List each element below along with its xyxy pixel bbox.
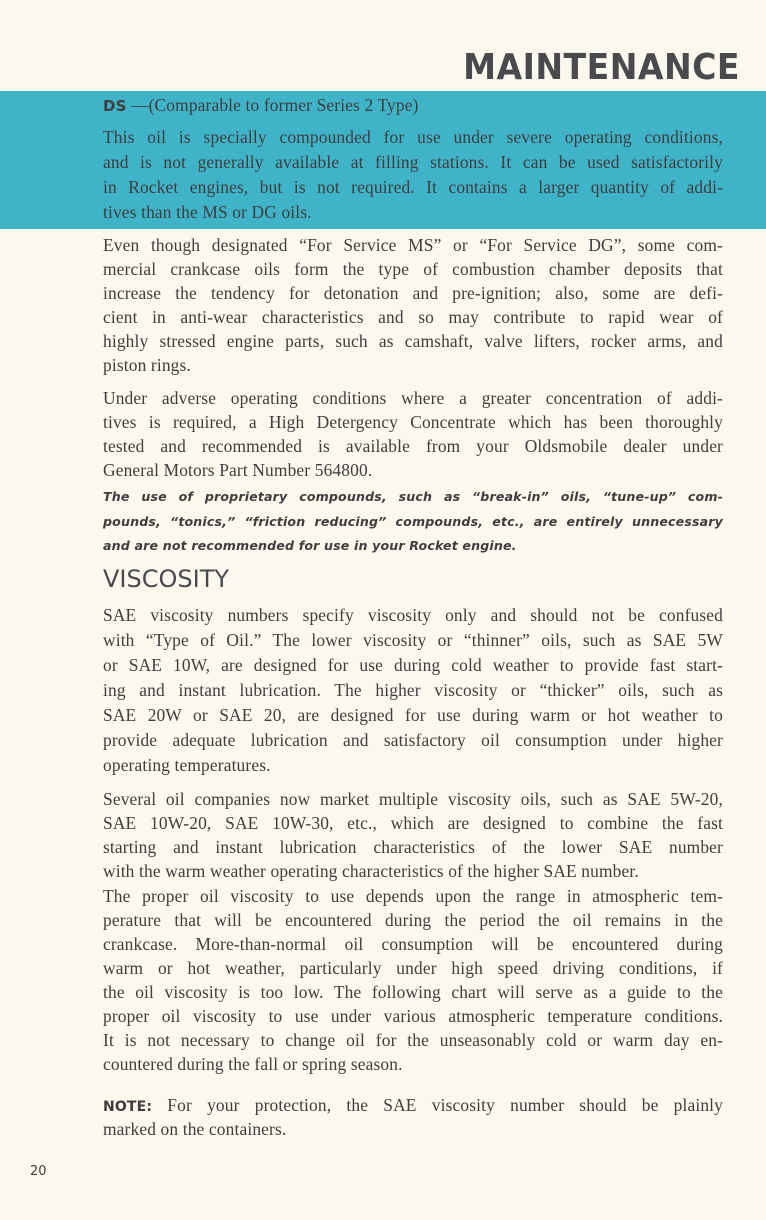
text-line: It is not necessary to change oil for the unseasonably cold or warm day en- [103, 1030, 723, 1050]
note-line-2: marked on the containers. [103, 1119, 287, 1139]
text-line: This oil is specially compounded for use under severe operating conditions, [103, 127, 723, 147]
text-line: mercial crankcase oils form the type of combustion chamber deposits that [103, 259, 723, 279]
viscosity-paragraph-1 [103, 603, 723, 778]
page-number: 20 [30, 1164, 47, 1179]
text-line: countered during the fall or spring season. [103, 1054, 403, 1074]
text-line: The proper oil viscosity to use depends upon the range in atmospheric tem- [103, 886, 723, 906]
text-line: cient in anti-wear characteristics and so may contribute to rapid wear of [103, 307, 723, 327]
ds-heading [103, 93, 723, 118]
text-line: piston rings. [103, 355, 191, 375]
section-title: MAINTENANCE [463, 47, 740, 88]
text-line: starting and instant lubrication characteristics of the lower SAE number [103, 837, 723, 857]
text-line: Even though designated “For Service MS” or “For Service DG”, some com- [103, 235, 723, 255]
note-label: NOTE: [103, 1099, 153, 1115]
text-line: operating temperatures. [103, 755, 271, 775]
text-line: with the warm weather operating characteristics of the higher SAE number. [103, 861, 639, 881]
ds-section [103, 93, 723, 225]
text-line: crankcase. More-than-normal oil consumption will be encountered during [103, 934, 723, 954]
ds-subtitle: —(Comparable to former Series 2 Type) [131, 95, 419, 115]
viscosity-heading: VISCOSITY [103, 565, 230, 593]
text-line: Several oil companies now market multiple viscosity oils, such as SAE 5W-20, [103, 789, 723, 809]
text-line: SAE 10W-20, SAE 10W-30, etc., which are designed to combine the fast [103, 813, 723, 833]
text-line: tives is required, a High Detergency Concentrate which has been thoroughly [103, 412, 723, 432]
text-line: in Rocket engines, but is not required. It contains a larger quantity of addi- [103, 177, 723, 197]
text-line: The use of proprietary compounds, such as “break-in” oils, “tune-up” com- [103, 489, 723, 504]
text-line: or SAE 10W, are designed for use during cold weather to provide fast start- [103, 655, 723, 675]
warning-paragraph [103, 485, 723, 559]
text-line: and are not recommended for use in your Rocket engine. [103, 538, 517, 553]
text-line: Under adverse operating conditions where a greater concentration of addi- [103, 388, 723, 408]
text-line: highly stressed engine parts, such as camshaft, valve lifters, rocker arms, and [103, 331, 723, 351]
text-line: proper oil viscosity to use under various atmospheric temperature conditions. [103, 1006, 723, 1026]
text-line: provide adequate lubrication and satisfactory oil consumption under higher [103, 730, 723, 750]
paragraph-1 [103, 233, 723, 377]
paragraph-2 [103, 386, 723, 482]
note-text: For your protection, the SAE viscosity number should be plainly [167, 1095, 724, 1115]
text-line: perature that will be encountered during the period the oil remains in the [103, 910, 723, 930]
text-line: increase the tendency for detonation and pre-ignition; also, some are defi- [103, 283, 723, 303]
ds-label: DS [103, 97, 127, 115]
text-line: pounds, “tonics,” “friction reducing” compounds, etc., are entirely unnecessary [103, 513, 723, 529]
text-line: ing and instant lubrication. The higher viscosity or “thicker” oils, such as [103, 680, 723, 700]
text-line: and is not generally available at filling stations. It can be used satisfactorily [103, 152, 723, 172]
note-paragraph [103, 1093, 723, 1141]
text-line: the oil viscosity is too low. The following chart will serve as a guide to the [103, 982, 723, 1002]
viscosity-paragraph-2 [103, 787, 723, 883]
viscosity-paragraph-3 [103, 884, 723, 1076]
text-line: tested and recommended is available from your Oldsmobile dealer under [103, 436, 723, 456]
text-line: SAE 20W or SAE 20, are designed for use during warm or hot weather to [103, 705, 723, 725]
text-line: General Motors Part Number 564800. [103, 460, 373, 480]
text-line: with “Type of Oil.” The lower viscosity or “thinner” oils, such as SAE 5W [103, 630, 723, 650]
text-line: warm or hot weather, particularly under high speed driving conditions, if [103, 958, 723, 978]
note-line-1 [103, 1093, 723, 1117]
text-line: SAE viscosity numbers specify viscosity only and should not be confused [103, 605, 723, 625]
text-line: tives than the MS or DG oils. [103, 202, 312, 222]
